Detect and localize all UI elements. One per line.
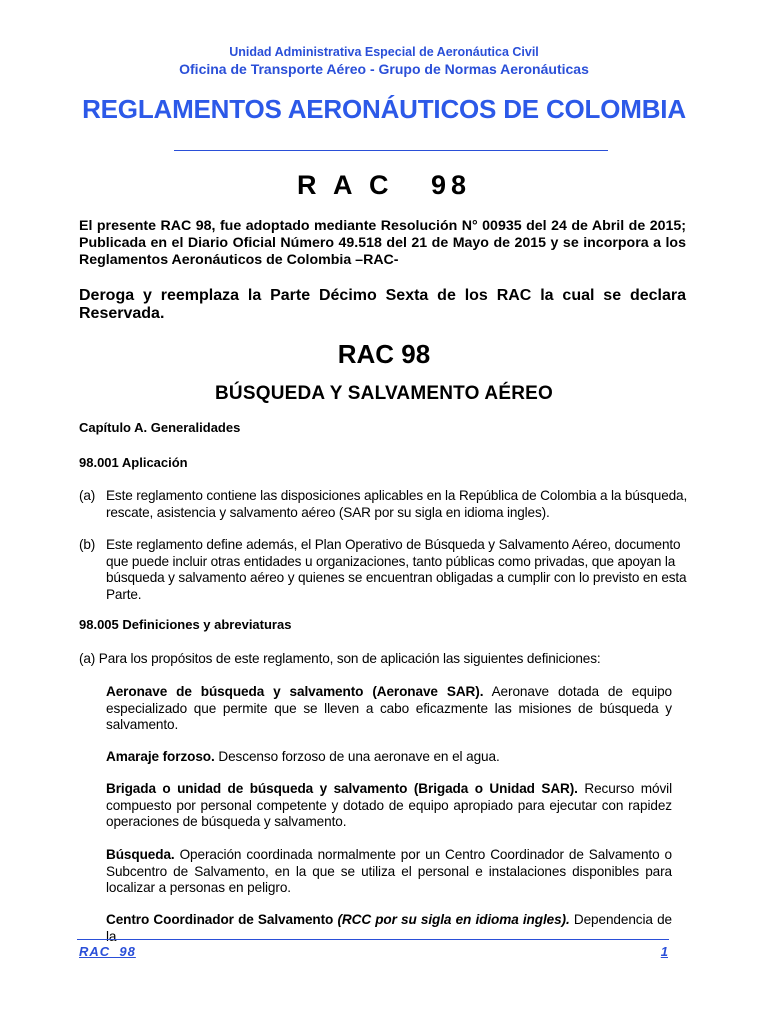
adoption-paragraph: El presente RAC 98, fue adoptado mediante Resolución N° 00935 del 24 de Abril de 2015; Publicada en el Diario Oficial Número 49.518 del 21 de Mayo de 2015 y se incorpora a los Reglamentos Aeronáuticos de Colombia –RAC- (79, 218, 686, 268)
definition-term: Centro Coordinador de Salvamento (106, 912, 338, 927)
definition-term: Búsqueda. (106, 847, 175, 862)
definition-term: Aeronave de búsqueda y salvamento (Aeronave SAR). (106, 684, 484, 699)
definition-text: Aeronave dotada de equipo especializado que permite que se lleven a cabo eficazmente las misiones de búsqueda y salvamento. (106, 684, 673, 732)
definition-text: Operación coordinada normalmente por un Centro Coordinador de Salvamento o Subcentro de Salvamento, en la que se utiliza el personal e instalaciones disponibles para localizar a personas en peligro. (106, 847, 672, 895)
definition-entry (106, 912, 672, 945)
definition-term: Amaraje forzoso. (106, 749, 215, 764)
document-title: RAC 98 (337, 339, 431, 369)
list-item-text: Este reglamento contiene las disposiciones aplicables en la República de Colombia a la búsqueda, rescate, asistencia y salvamento aéreo (SAR por su sigla en idioma ingles). (106, 488, 688, 520)
definition-entry (106, 847, 672, 897)
definition-term-abbrev: (RCC por su sigla en idioma ingles). (337, 912, 570, 927)
footer-divider (77, 939, 669, 940)
definition-text: Dependencia de la (106, 912, 672, 944)
list-item (79, 537, 689, 603)
definitions-intro: (a) Para los propósitos de este reglamento, son de aplicación las siguientes definiciones: (79, 651, 601, 666)
agency-name: Unidad Administrativa Especial de Aeronáutica Civil (229, 45, 539, 59)
definition-entry (106, 781, 672, 831)
list-item (79, 488, 689, 521)
definition-entry (106, 684, 672, 734)
definition-text: Descenso forzoso de una aeronave en el agua. (214, 749, 500, 764)
definition-term: Brigada o unidad de búsqueda y salvamento (Brigada o Unidad SAR). (106, 781, 578, 796)
definition-entry (106, 749, 672, 766)
rac-number-heading: R A C 98 (296, 170, 472, 200)
footer-document-code: RAC 98 (79, 944, 136, 959)
list-item-label: (a) (79, 488, 96, 503)
office-name: Oficina de Transporte Aéreo - Grupo de Normas Aeronáuticas (179, 61, 589, 77)
chapter-heading: Capítulo A. Generalidades (79, 420, 241, 435)
derogation-paragraph: Deroga y reemplaza la Parte Décimo Sexta de los RAC la cual se declara Reservada. (79, 287, 686, 322)
list-item-label: (b) (79, 537, 96, 552)
section-heading-005: 98.005 Definiciones y abreviaturas (79, 617, 292, 632)
section-heading-001: 98.001 Aplicación (79, 455, 188, 470)
definition-text: Recurso móvil compuesto por personal competente y dotado de equipo apropiado para ejecutar con rapidez operaciones de búsqueda y salvamento. (106, 781, 672, 829)
list-item-text: Este reglamento define además, el Plan Operativo de Búsqueda y Salvamento Aéreo, documento que puede incluir otras entidades u organizaciones, tanto públicas como privadas, que apoyan la búsqueda y salvamento aéreo y quienes se encuentran obligadas a cumplir con lo previsto en esta Parte. (106, 537, 687, 602)
page-number: 1 (660, 944, 668, 959)
document-subtitle: BÚSQUEDA Y SALVAMENTO AÉREO (215, 383, 553, 404)
page-title: REGLAMENTOS AERONÁUTICOS DE COLOMBIA (82, 94, 686, 124)
title-divider (174, 150, 608, 151)
